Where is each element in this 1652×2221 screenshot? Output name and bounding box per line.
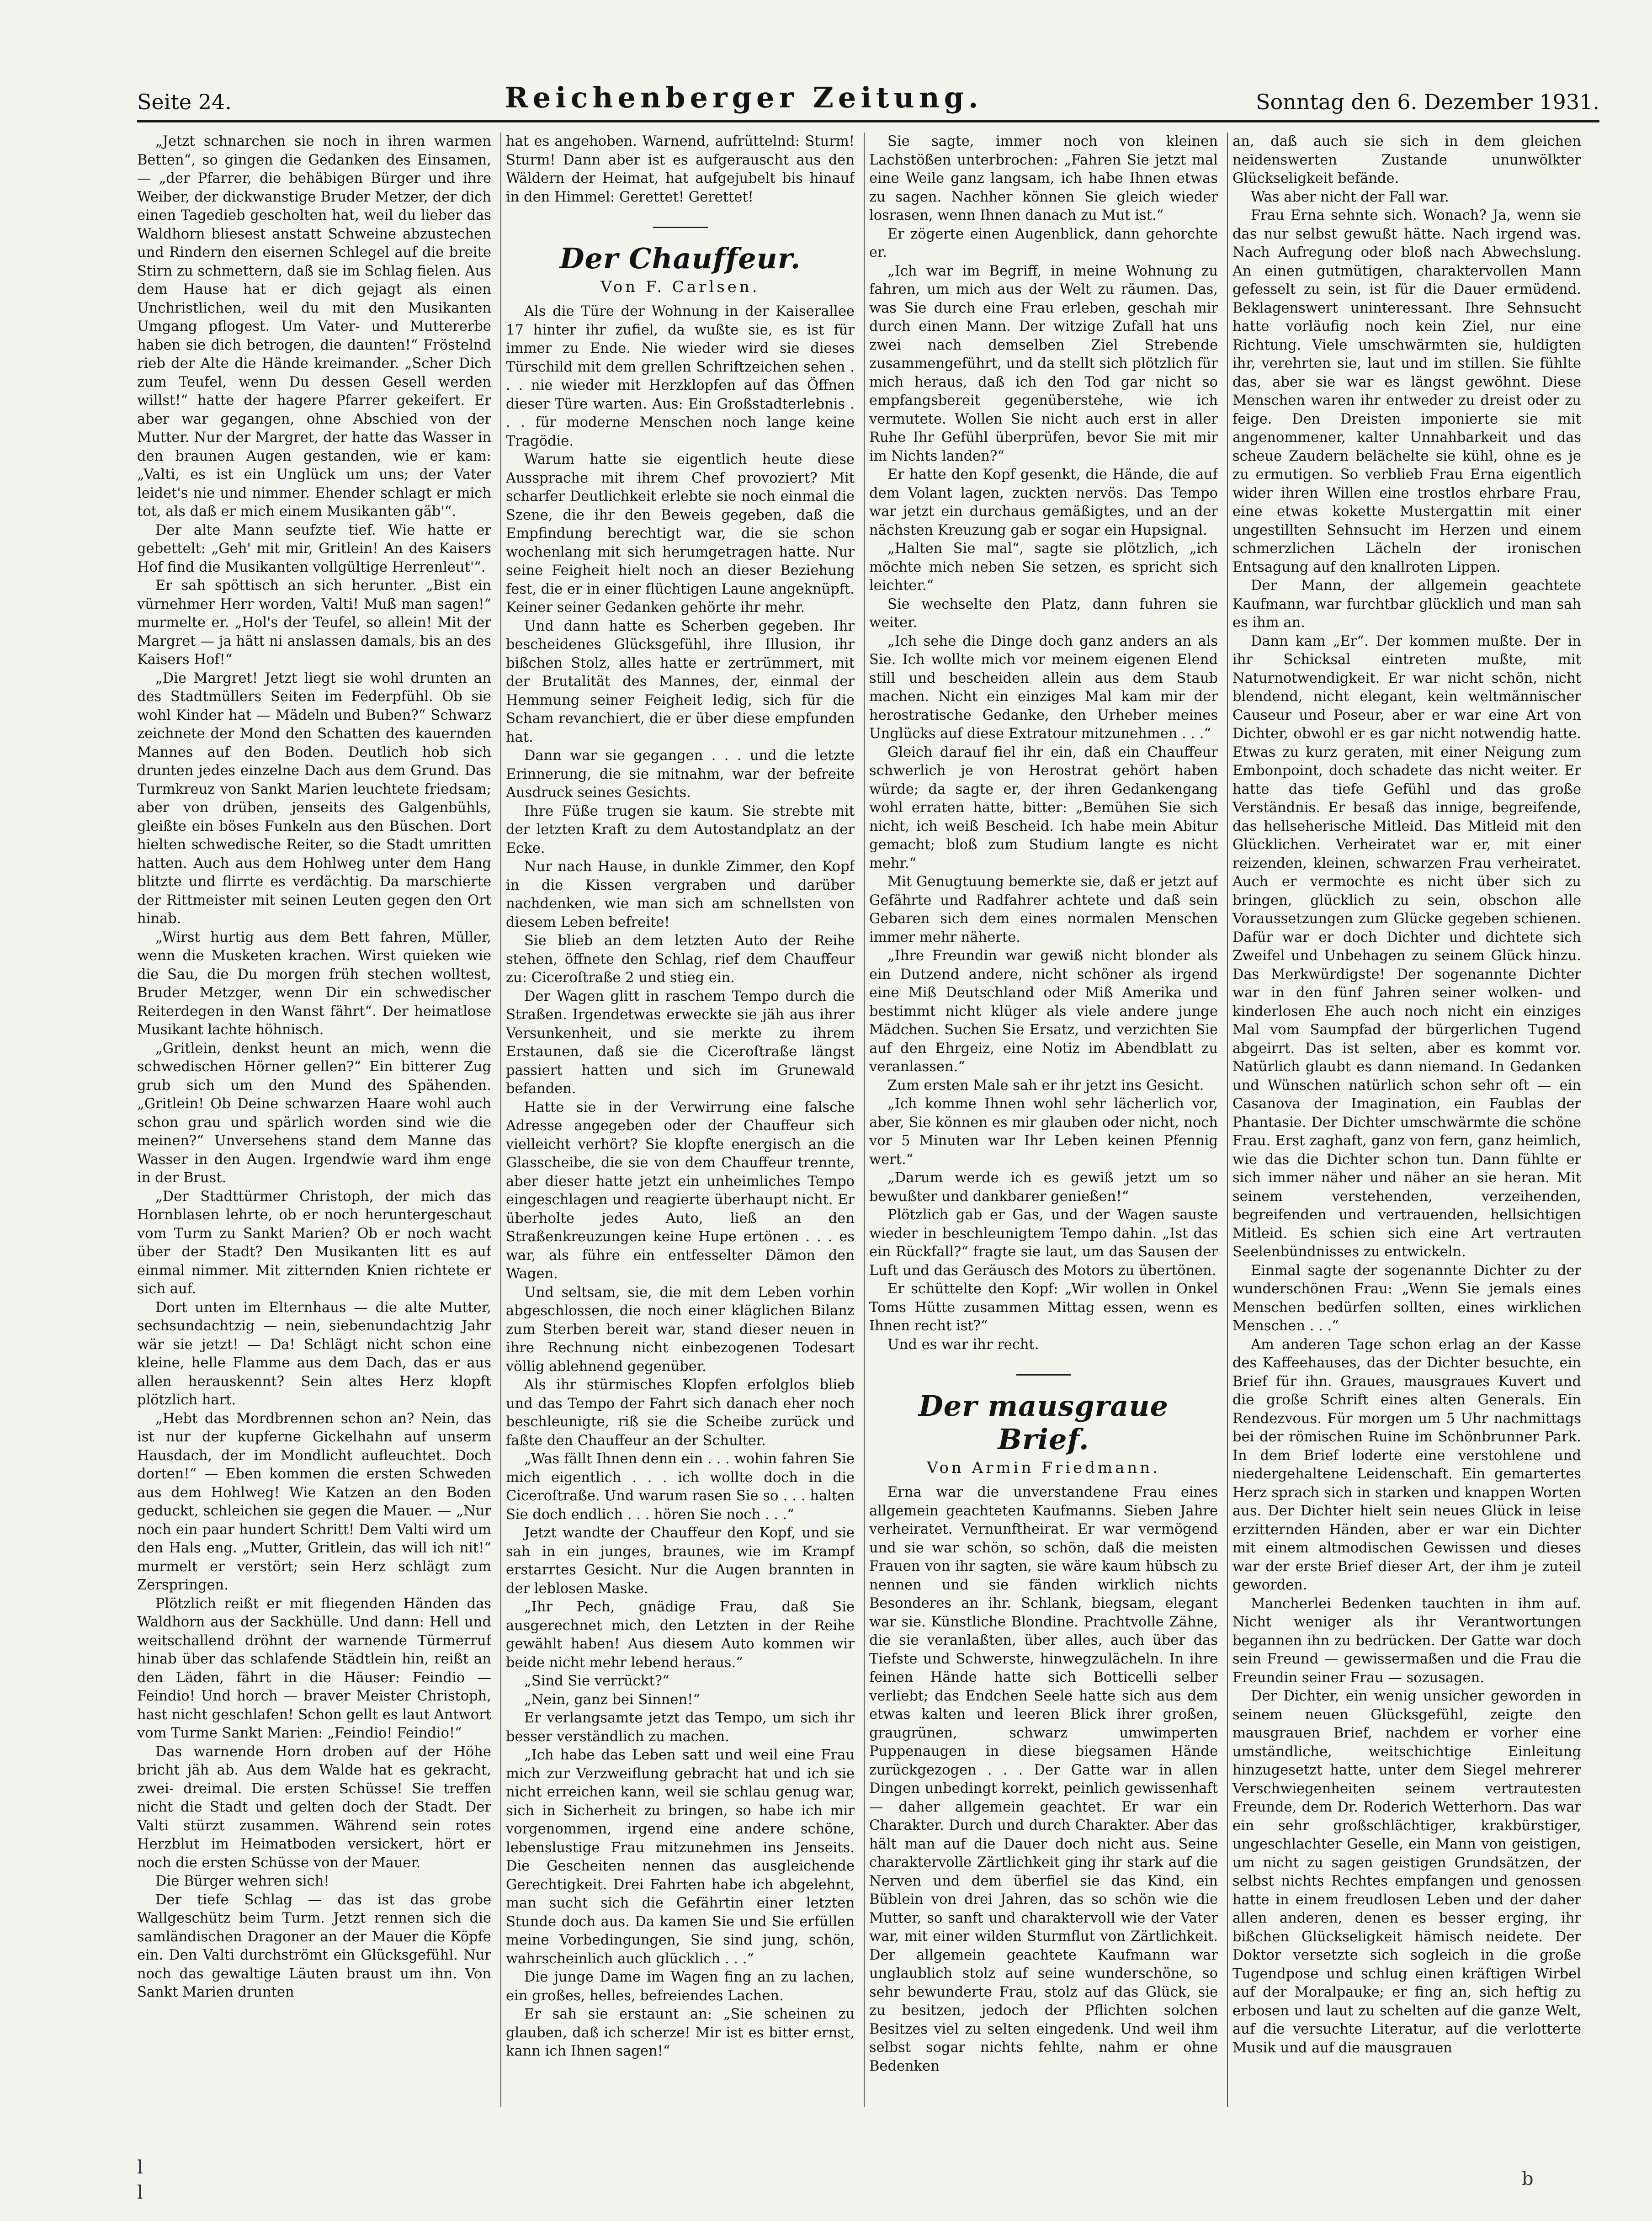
paragraph: Und seltsam, sie, die mit dem Leben vorhin abgeschlossen, die noch einer kläglichen Bilanz zum Sterben bereit war, stand dieser neuen in ihre Rechnung nicht einbezogenen Todesart völlig ablehnend gegenüber. (506, 1284, 855, 1375)
paragraph: „Nein, ganz bei Sinnen!“ (524, 1691, 700, 1708)
scan-edge-mark: b (1522, 2168, 1534, 2189)
paragraph: Gleich darauf fiel ihr ein, daß ein Chauffeur schwerlich je von Herostrat gehört haben würde; da sagte er, der ihren Gedankengang wohl erraten hatte, bitter: „Bemühen Sie sich nicht, ich weiß Bescheid. Ich habe mein Abitur gemacht; bloß zum Studium langte es nicht mehr.“ (869, 744, 1218, 871)
paragraph: Mit Genugtuung bemerkte sie, daß er jetzt auf Gefährte und Radfahrer achtete und daß sein Gebaren sich dem eines normalen Menschen immer mehr näherte. (869, 874, 1218, 946)
paragraph: Sie wechselte den Platz, dann fuhren sie weiter. (869, 596, 1218, 631)
paragraph: „Halten Sie mal“, sagte sie plötzlich, „ich möchte mich neben Sie setzen, es spricht sich leichter.“ (869, 541, 1218, 594)
paragraph: Jetzt wandte der Chauffeur den Kopf, und sie sah in ein junges, braunes, wie im Krampf erstarrtes Gesicht. Nur die Augen brannten in der leblosen Maske. (506, 1525, 855, 1597)
paragraph: Der Dichter, ein wenig unsicher geworden in seinem neuen Glücksgefühl, zeigte den mausgrauen Brief, nachdem er vorher eine umständliche, weitschichtige Einleitung hinzugesetzt hatte, unter dem Siegel mehrerer Verschwiegenheiten seinem vertrautesten Freunde, dem Dr. Roderich Wetterhorn. Das war ein sehr großschlächtiger, krakbürstiger, ungeschlachter Geselle, ein Mann von geistigen, um nicht zu sagen geistigen Grundsätzen, der selbst nichts Rechtes empfangen und genossen hatte in einem freudlosen Leben und der daher allen anderen, denen es besser erging, ihr bißchen Glückseligkeit hämisch neidete. Der Doktor versetzte sich sogleich in die große Tugendpose und schlug einen kräftigen Wirbel auf der Moralpauke; er fing an, sich heftig zu erbosen und laut zu schelten auf die ganze Welt, auf die versuchte Literatur, auf die verlotterte Musik und auf die mausgrauen (1232, 1688, 1581, 2056)
paragraph: Der alte Mann seufzte tief. Wie hatte er gebettelt: „Geh' mit mir, Gritlein! An des Kaisers Hof find die Musikanten vollgültige Herrenleut'“. (137, 522, 491, 575)
paragraph: Und es war ihr recht. (887, 1336, 1039, 1353)
paragraph: Als ihr stürmisches Klopfen erfolglos blieb und das Tempo der Fahrt sich danach eher noch beschleunigte, riß sie die Scheibe zurück und faßte den Chauffeur an der Schulter. (506, 1377, 855, 1449)
paragraph: „Ich sehe die Dinge doch ganz anders an als Sie. Ich wollte mich vor meinem eigenen Elend still und bescheiden allein aus dem Staub machen. Nicht ein einziges Mal kam mir der herostratische Gedanke, den Urheber meines Unglücks auf diese Extratour mitzunehmen . . .“ (869, 633, 1218, 742)
paragraph: „Was fällt Ihnen denn ein . . . wohin fahren Sie mich eigentlich . . . ich wollte doch in die Ciceroſtraße. Und warum rasen Sie so . . . halten Sie doch endlich . . . hören Sie noch . . .“ (506, 1451, 855, 1523)
paragraph: Er schüttelte den Kopf: „Wir wollen in Onkel Toms Hütte zusammen Mittag essen, wenn es Ihnen recht ist?“ (869, 1281, 1218, 1334)
scan-edge-mark: l (137, 2157, 143, 2178)
paragraph: „Gritlein, denkst heunt an mich, wenn die schwedischen Hörner gellen?“ Ein bitterer Zug grub sich um den Mund des Spähenden. „Gritlein! Ob Deine schwarzen Haare wohl auch schon grau und spärlich worden sind wie die meinen?“ Unversehens stand dem Manne das Wasser in den Augen. Irgendwie ward ihm enge in der Brust. (137, 1040, 491, 1186)
section-divider (653, 227, 708, 228)
paragraph: „Darum werde ich es gewiß jetzt um so bewußter und dankbarer genießen!“ (869, 1170, 1218, 1205)
paragraph: „Ich war im Begriff, in meine Wohnung zu fahren, um mich aus der Welt zu räumen. Das, was Sie durch eine Frau erleben, geschah mir durch einen Mann. Der witzige Zufall hat uns zwei nach demselben Ziel Strebende zusammengeführt, und da stellt sich plötzlich für mich heraus, daß ich den Tod gar nicht so empfangsbereit gegenüberstehe, wie ich vermutete. Wollen Sie nicht auch erst in aller Ruhe Ihr Gefühl überprüfen, bevor Sie mit mir im Nichts landen?“ (869, 263, 1218, 464)
paragraph: Plötzlich reißt er mit fliegenden Händen das Waldhorn aus der Sackhülle. Und dann: Hell und weitschallend dröhnt der warnende Türmerruf hinab über das schlafende Städtlein hin, reißt an den Läden, fährt in die Häuser: Feindio — Feindio! Und horch — braver Meister Christoph, hast nicht geschlafen! Schon gellt es laut Antwort vom Turme Sankt Marien: „Feindio! Feindio!“ (137, 1595, 491, 1741)
paragraph: Plötzlich gab er Gas, und der Wagen sauste wieder in beschleunigtem Tempo dahin. „Ist das ein Rückfall?“ fragte sie laut, um das Sausen der Luft und das Geräusch des Motors zu übertönen. (869, 1207, 1218, 1279)
paragraph: Er hatte den Kopf gesenkt, die Hände, die auf dem Volant lagen, zuckten nervös. Das Tempo war jetzt ein durchaus gemäßigtes, und an der nächsten Kreuzung gab er sogar ein Hupsignal. (869, 467, 1218, 538)
masthead-title: Reichenberger Zeitung. (505, 81, 983, 114)
paragraph: Die Bürger wehren sich! (155, 1873, 329, 1889)
paragraph: Erna war die unverstandene Frau eines allgemein geachteten Kaufmanns. Sieben Jahre verheiratet. Vernunftheirat. Er war vermögend und sie war schön, so schön, daß die meisten Frauen von ihr sagten, sie wäre kaum hübsch zu nennen und sie fänden wirklich nichts Besonderes an ihr. Schlank, biegsam, elegant war sie. Künstliche Blondine. Prachtvolle Zähne, die sie veranlaßten, über alles, auch über das Tiefste und Schwerste, hinwegzulächeln. In ihre feinen Hände hatte sich Botticelli selber verliebt; das Endchen Seele hatte sich aus dem etwas kalten und leeren Blick ihrer großen, graugrünen, schwarz umwimperten Puppenaugen in diese biegsamen Hände zurückgezogen . . . Der Gatte war in allen Dingen unbedingt korrekt, peinlich gewissenhaft — daher allgemein geachtet. Er war ein Charakter. Durch und durch Charakter. Aber das hält man auf die Dauer doch nicht aus. Seine charaktervolle Zärtlichkeit ging ihr stark auf die Nerven und dem überfiel sie das Kind, ein Büblein von drei Jahren, das so schön wie die Mutter, so sanft und charaktervoll wie der Vater war, mit einer wilden Sturmflut von Zärtlichkeit. Der allgemein geachtete Kaufmann war unglaublich stolz auf seine wunderschöne, so sehr bewunderte Frau, stolz auf das Glück, sie zu besitzen, jedoch der Pflichten solchen Besitzes viel zu selten eingedenk. Und weil ihm selbst sogar nichts fehlte, nahm er ohne Bedenken (869, 1484, 1218, 2074)
paragraph: Er sah spöttisch an sich herunter. „Bist ein vürnehmer Herr worden, Valti! Muß man sagen!“ murmelte er. „Hol's der Teufel, so allein! Mit der Margret — ja hätt ni anslassen damals, bis an des Kaisers Hof!“ (137, 578, 491, 668)
paragraph: Frau Erna sehnte sich. Wonach? Ja, wenn sie das nur selbst gewußt hätte. Nach irgend was. Nach Aufregung oder bloß nach Abwechslung. An einen gutmütigen, charaktervollen Mann gefesselt zu sein, ist für die Dauer ermüdend. Beklagenswert uninteressant. Ihre Sehnsucht hatte vorläufig noch kein Ziel, nur eine Richtung. Viele umschwärmten sie, huldigten ihr, verehrten sie, laut und im stillen. Sie fühlte das, aber sie war es längst gewöhnt. Diese Menschen waren ihr entweder zu dreist oder zu feige. Den Dreisten imponierte sie mit angenommener, kalter Unnahbarkeit und das scheue Zaudern belächelte sie kühl, ohne es je zu ermutigen. So verblieb Frau Erna eigentlich wider ihren Willen eine trostlos ehrbare Frau, eine etwas kokette Mustergattin mit einer ungestillten Sehnsucht im Herzen und einem schmerzlichen Lächeln der ironischen Entsagung auf den knallroten Lippen. (1232, 207, 1581, 575)
paragraph: „Ich habe das Leben satt und weil eine Frau mich zur Verzweiflung gebracht hat und ich sie nicht erreichen kann, weil sie schlau genug war, sich in Sicherheit zu bringen, so habe ich mir vorgenommen, irgend eine andere schöne, lebenslustige Frau mitzunehmen ins Jenseits. Die Gescheiten nennen das ausgleichende Gerechtigkeit. Drei Fahrten habe ich abgelehnt, man sucht sich die Gefährtin einer letzten Stunde doch aus. Da kamen Sie und Sie erfüllen meine Vorbedingungen, Sie sind jung, schön, wahrscheinlich auch glücklich . . .“ (506, 1747, 855, 1967)
column-3 (864, 133, 1218, 2107)
paragraph: an, daß auch sie sich in dem gleichen neidenswerten Zustande ununwölkter Glückseligkeit befände. (1232, 133, 1581, 186)
story-byline: Von Armin Friedmann. (927, 1459, 1160, 1477)
paragraph: Am anderen Tage schon erlag an der Kasse des Kaffeehauses, das der Dichter besuchte, ein Brief für ihn. Graues, mausgraues Kuvert und die große Schrift eines alten Generals. Ein Rendezvous. Für morgen um 5 Uhr nachmittags bei der römischen Ruine im Schönbrunner Park. In dem Brief loderte eine verstohlene und niedergehaltene Leidenschaft. Ein gemartertes Herz sprach sich in starken und knappen Worten aus. Der Dichter hielt sein neues Glück in leise erzitternden Händen, aber er war ein Dichter mit einem altmodischen Gewissen und dieses war der erste Brief dieser Art, der ihm je zuteil geworden. (1232, 1336, 1581, 1593)
paragraph: Was aber nicht der Fall war. (1251, 189, 1449, 205)
paragraph: „Hebt das Mordbrennen schon an? Nein, das ist nur der kupferne Gickelhahn auf unserm Hausdach, der im Mondlicht aufleuchtet. Doch dorten!“ — Eben kommen die ersten Schweden aus dem Hohlweg! Wie Katzen an den Boden geduckt, schleichen sie gegen die Mauer. — „Nur noch ein paar hundert Schritt! Dem Valti wird um den Hals eng. „Mutter, Gritlein, das will ich nit!“ murmelt er verstört; sein Herz schlägt zum Zerspringen. (137, 1410, 491, 1593)
paragraph: „Wirst hurtig aus dem Bett fahren, Müller, wenn die Musketen krachen. Wirst quieken wie die Sau, die Du morgen früh stechen wolltest, Bruder Metzger, wenn Dir ein schwedischer Reiterdegen in den Wanst fährt“. Der heimatlose Musikant lachte höhnisch. (137, 929, 491, 1038)
column-2 (500, 133, 855, 2107)
paragraph: Er sah sie erstaunt an: „Sie scheinen zu glauben, daß ich scherze! Mir ist es bitter ernst, kann ich Ihnen sagen!“ (506, 2006, 855, 2059)
paragraph: Zum ersten Male sah er ihr jetzt ins Gesicht. (887, 1077, 1204, 1094)
story-title-chauffeur: Der Chauffeur. (559, 242, 801, 275)
paragraph: Die junge Dame im Wagen fing an zu lachen, ein großes, helles, befreiendes Lachen. (506, 1969, 855, 2004)
paragraph: Als die Türe der Wohnung in der Kaiserallee 17 hinter ihr zufiel, da wußte sie, es ist für immer zu Ende. Nie wieder wird sie dieses Türschild mit dem grellen Schriftzeichen sehen . . . nie wieder mit Herzklopfen auf das Öffnen dieser Türe warten. Aus: Ein Großstadterlebnis . . . für moderne Menschen noch lange keine Tragödie. (506, 303, 855, 449)
paragraph: Sie sagte, immer noch von kleinen Lachstößen unterbrochen: „Fahren Sie jetzt mal eine Weile ganz langsam, ich habe Ihnen etwas zu sagen. Nachher können Sie gleich wieder losrasen, wenn Ihnen danach zu Mut ist.“ (869, 133, 1218, 223)
paragraph: Hatte sie in der Verwirrung eine falsche Adresse angegeben oder der Chauffeur sich vielleicht verhört? Sie klopfte energisch an die Glasscheibe, die sie von dem Chauffeur trennte, aber dieser hatte jetzt ein unheimliches Tempo eingeschlagen und reagierte überhaupt nicht. Er überholte jedes Auto, ließ an den Straßenkreuzungen keine Hupe ertönen . . . es war, als führe ein entfesselter Dämon den Wagen. (506, 1099, 855, 1282)
paragraph: „Jetzt schnarchen sie noch in ihren warmen Betten“, so gingen die Gedanken des Einsamen, — „der Pfarrer, die behäbigen Bürger und ihre Weiber, der dickwanstige Bruder Metzer, der dich einen Tagedieb gescholten hat, weil du lieber das Waldhorn bliesest anstatt Schweine abzustechen und Rindern den eisernen Schlegel auf die breite Stirn zu schmettern, daß sie im Schlag fielen. Aus dem Hause hat er dich gejagt als einen Unchristlichen, weil du mit den Musikanten Umgang pflogest. Um Vater- und Muttererbe haben sie dich betrogen, die daunten!“ Fröstelnd rieb der Alte die Hände kreimander. „Scher Dich zum Teufel, wenn Du dessen Gesell werden willst!“ hatte der hagere Pfarrer gekeifert. Er aber war gegangen, ohne Abschied von der Mutter. Nur der Margret, der hatte das Wasser in den braunen Augen gestanden, wie er kam: „Valti, es ist ein Unglück um uns; der Vater leidet's nie und nimmer. Ehender schlagt er mich tot, als daß er mich einem Musikanten gäb'“. (137, 133, 491, 520)
column-4 (1227, 133, 1581, 2107)
column-1 (137, 133, 491, 2107)
scan-edge-mark: l (137, 2182, 143, 2203)
page-number: Seite 24. (137, 90, 232, 114)
section-divider (1016, 1374, 1071, 1376)
paragraph: „Der Stadttürmer Christoph, der mich das Hornblasen lehrte, ob er noch heruntergeschaut vom Turm zu Sankt Marien? Ob er noch wacht über der Stadt? Den Musikanten litt es auf einmal nimmer. Mit zitternden Knien richtete er sich auf. (137, 1188, 491, 1297)
paragraph: Der Wagen glitt in raschem Tempo durch die Straßen. Irgendetwas erweckte sie jäh aus ihrer Versunkenheit, und sie merkte zu ihrem Erstaunen, daß sie die Ciceroſtraße längst passiert hatten und sich im Grunewald befanden. (506, 988, 855, 1097)
paragraph: Ihre Füße trugen sie kaum. Sie strebte mit der letzten Kraft zu dem Autostandplatz an der Ecke. (506, 803, 855, 856)
paragraph: „Ihre Freundin war gewiß nicht blonder als ein Dutzend andere, nicht schöner als irgend eine Miß Deutschland oder Miß Amerika und bestimmt nicht klüger als viele andere junge Mädchen. Suchen Sie Ersatz, und verzichten Sie auf den Ehrgeiz, eine Notiz im Abendblatt zu veranlassen.“ (869, 948, 1218, 1075)
paragraph: hat es angehoben. Warnend, aufrüttelnd: Sturm! Sturm! Dann aber ist es aufgerauscht aus den Wäldern der Heimat, hat aufgejubelt bis hinauf in den Himmel: Gerettet! Gerettet! (506, 133, 855, 205)
paragraph: Dann war sie gegangen . . . und die letzte Erinnerung, die sie mitnahm, war der befreite Ausdruck seines Gesichts. (506, 748, 855, 801)
story-title-mausgraue-brief: Der mausgraue Brief. (919, 1389, 1169, 1456)
paragraph: Das warnende Horn droben auf der Höhe bricht jäh ab. Aus dem Walde hat es gekracht, zwei- dreimal. Die ersten Schüsse! Sie treffen nicht die Stadt und gelten doch der Stadt. Der Valti stürzt zusammen. Während sein rotes Herzblut im Heimatboden versickert, hört er noch die ersten Schüsse von der Mauer. (137, 1743, 491, 1871)
paragraph: „Die Margret! Jetzt liegt sie wohl drunten an des Stadtmüllers Seiten im Federpfühl. Ob sie wohl Kinder hat — Mädeln und Buben?“ Schwarz zeichnete der Mond den Schatten des kauernden Mannes auf den Boden. Deutlich hob sich drunten jedes einzelne Dach aus dem Grund. Das Turmkreuz von Sankt Marien leuchtete friedsam; aber von drüben, jenseits des Galgenbühls, gleißte ein böses Funkeln aus den Büschen. Dort hielten schwedische Reiter, so die Stadt umritten hatten. Auch aus dem Hohlweg unter dem Hang blitzte und flirrte es verdächtig. Da marschierte der Rittmeister mit seinen Leuten gegen den Ort hinab. (137, 670, 491, 927)
paragraph: „Sind Sie verrückt?“ (524, 1673, 669, 1689)
paragraph: Warum hatte sie eigentlich heute diese Aussprache mit ihrem Chef provoziert? Mit scharfer Deutlichkeit erlebte sie noch einmal die Szene, die ihr den Beweis gegeben, daß die Empfindung berechtigt war, die sie schon wochenlang mit sich herumgetragen hatte. Nur seine Feigheit hielt noch an dieser Beziehung fest, die er in einer flüchtigen Laune angeknüpft. Keiner seiner Gedanken gehörte ihr mehr. (506, 452, 855, 616)
paragraph: Einmal sagte der sogenannte Dichter zu der wunderschönen Frau: „Wenn Sie jemals eines Menschen bedürfen sollten, eines wirklichen Menschen . . .“ (1232, 1262, 1581, 1334)
paragraph: Sie blieb an dem letzten Auto der Reihe stehen, öffnete den Schlag, rief dem Chauffeur zu: Ciceroſtraße 2 und stieg ein. (506, 933, 855, 986)
paragraph: Nur nach Hause, in dunkle Zimmer, den Kopf in die Kissen vergraben und darüber nachdenken, wie man sich am schnellsten von diesem Leben befreite! (506, 859, 855, 930)
paragraph: Er zögerte einen Augenblick, dann gehorchte er. (869, 226, 1218, 260)
paragraph: Der tiefe Schlag — das ist das grobe Wallgeschütz beim Turm. Jetzt rennen sich die samländischen Dragoner an der Mauer die Köpfe ein. Den Valti durchströmt ein Glücksgefühl. Nur noch das gewaltige Läuten braust um ihn. Von Sankt Marien drunten (137, 1892, 491, 2000)
story-byline: Von F. Carlsen. (600, 278, 760, 296)
paragraph: „Ich komme Ihnen wohl sehr lächerlich vor, aber, Sie können es mir glauben oder nicht, noch vor 5 Minuten war Ihr Leben keinen Pfennig wert.“ (869, 1096, 1218, 1168)
paragraph: Dort unten im Elternhaus — die alte Mutter, sechsundachtzig — nein, siebenundachtzig Jahr wär sie jetzt! — Da! Schlägt nicht schon eine kleine, helle Flamme aus dem Dach, das er aus allen herauskennt? Sein altes Herz klopft plötzlich hart. (137, 1299, 491, 1408)
paragraph: Dann kam „Er“. Der kommen mußte. Der in ihr Schicksal eintreten mußte, mit Naturnotwendigkeit. Er war nicht schön, nicht blendend, nicht elegant, kein weltmännischer Causeur und Poseur, aber er war eine Art von Dichter, obwohl er es gar nicht notwendig hatte. Etwas zu kurz geraten, mit einer Neigung zum Embonpoint, doch schadete das nicht weiter. Er hatte das tiefe Gefühl und das große Verständnis. Er besaß das innige, begreifende, das hellseherische Mitleid. Das Mitleid mit den Glücklichen. Verheiratet war er, mit einer reizenden, kleinen, schwarzen Frau verheiratet. Auch er vermochte es nicht über sich zu bringen, glücklich zu sein, obschon alle Voraussetzungen zum Glücke gegeben schienen. Dafür war er doch Dichter und dichtete sich Zweifel und Unbehagen zu seinem Glück hinzu. Das Merkwürdigste! Der sogenannte Dichter war in den fünf Jahren seiner wolken- und kinderlosen Ehe auch noch nicht ein einziges Mal vom Saumpfad der bürgerlichen Tugend abgeirrt. Das ist selten, aber es kommt vor. Natürlich glaubt es dann niemand. In Gedanken und Wünschen natürlich schon sehr oft — ein Casanova der Imagination, ein Faublas der Phantasie. Der Dichter umschwärmte die schöne Frau. Erst zaghaft, ganz von fern, ganz heimlich, wie das die Dichter schon tun. Dann fühlte er sich immer näher und näher an sie heran. Mit seinem verstehenden, verzeihenden, begreifenden und vertrauenden, hellsichtigen Mitleid. Es schien sich eine Art vertrauten Seelenbündnisses zu entwickeln. (1232, 633, 1581, 1260)
issue-date: Sonntag den 6. Dezember 1931. (1255, 90, 1599, 114)
paragraph: „Ihr Pech, gnädige Frau, daß Sie ausgerechnet mich, den Letzten in der Reihe gewählt haben! Aus diesem Auto kommen wir beide nicht mehr lebend heraus.“ (506, 1599, 855, 1671)
paragraph: Er verlangsamte jetzt das Tempo, um sich ihr besser verständlich zu machen. (506, 1710, 855, 1745)
article-columns (137, 133, 1599, 2107)
paragraph: Und dann hatte es Scherben gegeben. Ihr bescheidenes Glücksgefühl, ihre Illusion, ihr bißchen Stolz, alles hatte er zertrümmert, mit der Brutalität des Mannes, der, einmal der Hemmung seiner Feigheit ledig, sich für die Scham revanchiert, die er über diese empfunden hat. (506, 618, 855, 745)
paragraph: Mancherlei Bedenken tauchten in ihm auf. Nicht weniger als ihr Verantwortungen begannen ihn zu bedrücken. Der Gatte war doch sein Freund — gewissermaßen und die Frau die Freundin seiner Frau — sozusagen. (1232, 1595, 1581, 1686)
paragraph: Der Mann, der allgemein geachtete Kaufmann, war furchtbar glücklich und man sah es ihm an. (1232, 578, 1581, 631)
page-header (137, 81, 1599, 122)
